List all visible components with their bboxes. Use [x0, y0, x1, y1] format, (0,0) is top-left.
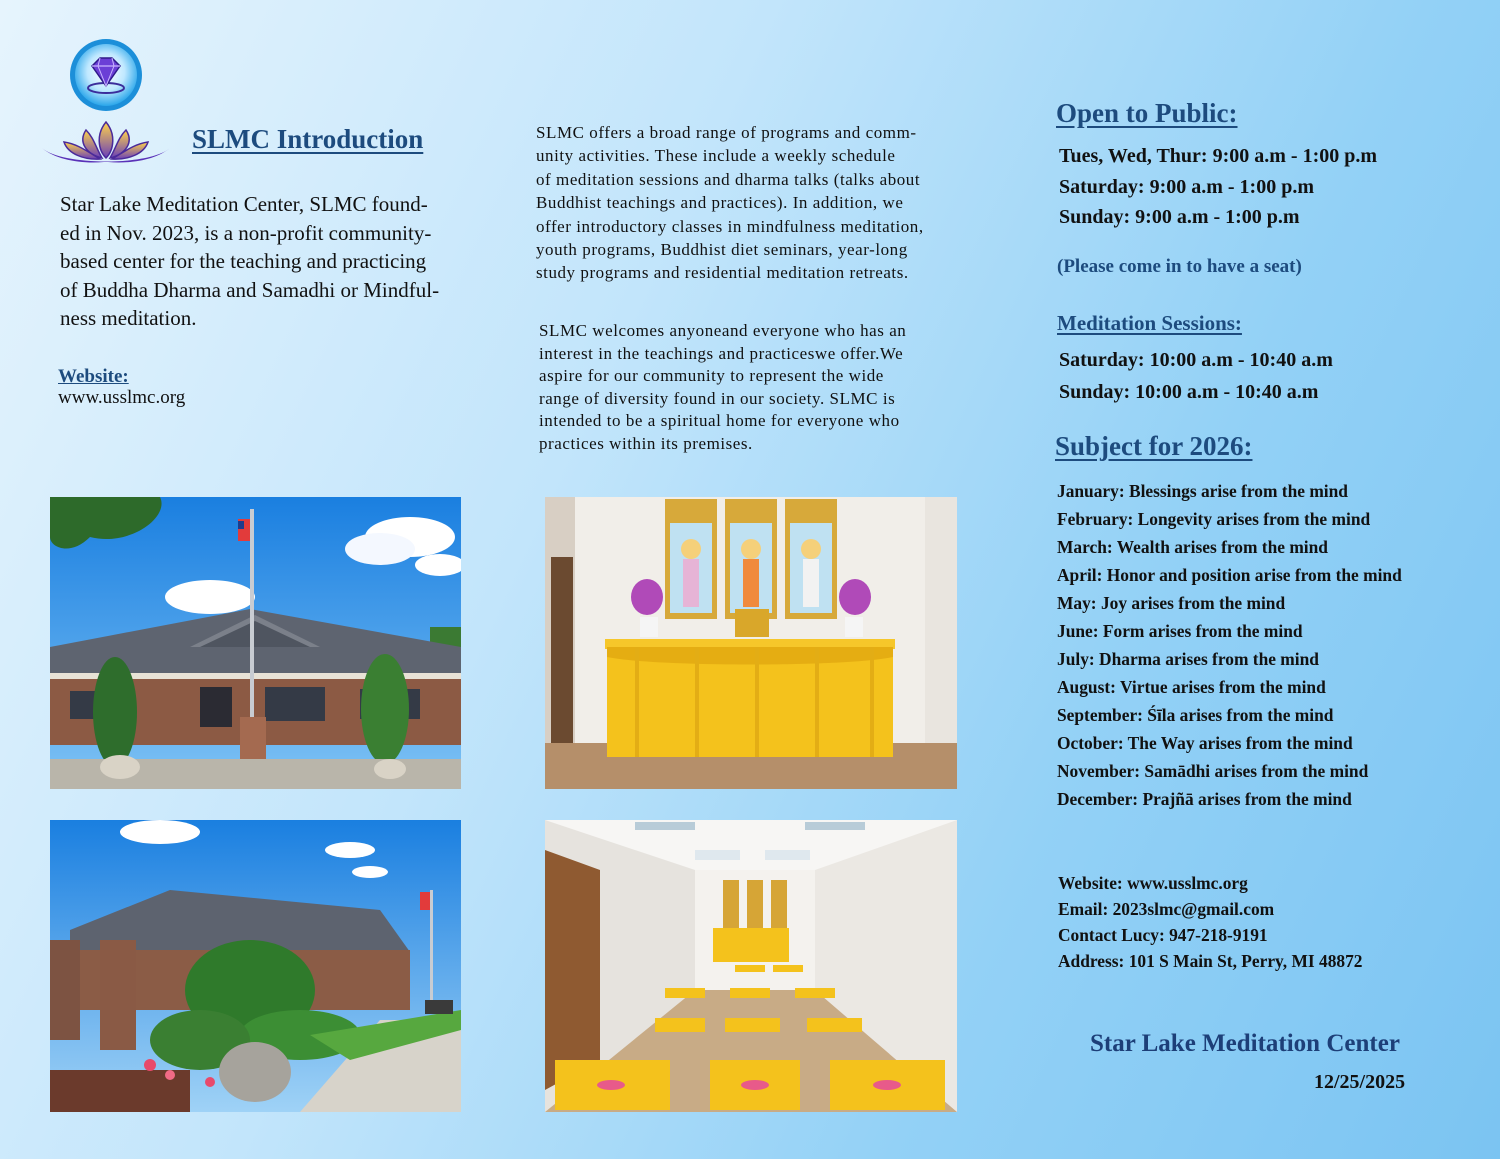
- hours-line: Sunday: 9:00 a.m - 1:00 p.m: [1059, 206, 1300, 228]
- subjects-heading: Subject for 2026:: [1055, 431, 1253, 461]
- welcome-line: aspire for our community to represent the wide: [539, 366, 884, 385]
- welcome-line: practices within its premises.: [539, 433, 753, 453]
- programs-line: of meditation sessions and dharma talks (talks about: [536, 169, 921, 189]
- meditation-sessions-heading: Meditation Sessions:: [1057, 311, 1242, 335]
- subject-item: September: Śīla arises from the mind: [1057, 705, 1334, 725]
- programs-line: study programs and residential meditation retreats.: [536, 263, 909, 283]
- contact-address: Address: 101 S Main St, Perry, MI 48872: [1058, 951, 1363, 971]
- intro-line: based center for the teaching and practicing: [60, 249, 427, 273]
- subject-item: May: Joy arises from the mind: [1057, 593, 1286, 613]
- intro-line: Star Lake Meditation Center, SLMC found-: [60, 192, 428, 216]
- building-front-photo: [50, 497, 461, 789]
- meditation-sessions: [1059, 344, 1333, 408]
- welcome-paragraph: [539, 320, 906, 455]
- document-date: 12/25/2025: [1314, 1071, 1406, 1093]
- hours-line: Tues, Wed, Thur: 9:00 a.m - 1:00 p.m: [1059, 145, 1378, 167]
- website-link[interactable]: www.usslmc.org: [58, 387, 186, 408]
- open-to-public-heading: Open to Public:: [1056, 98, 1238, 128]
- public-hours: [1059, 141, 1377, 233]
- welcome-line: SLMC welcomes anyoneand everyone who has an: [539, 321, 907, 340]
- contact-website[interactable]: Website: www.usslmc.org: [1058, 873, 1248, 893]
- website-label: Website:: [58, 366, 129, 387]
- subject-item: October: The Way arises from the mind: [1057, 733, 1353, 753]
- programs-line: youth programs, Buddhist diet seminars, year-long: [536, 240, 908, 260]
- intro-line: ness meditation.: [60, 306, 197, 330]
- intro-title: SLMC Introduction: [192, 124, 424, 154]
- programs-line: SLMC offers a broad range of programs and comm-: [536, 123, 917, 142]
- lotus-diamond-logo: [38, 38, 174, 168]
- hours-line: Saturday: 9:00 a.m - 1:00 p.m: [1059, 175, 1314, 198]
- building-garden-photo: [50, 820, 461, 1112]
- session-line: Sunday: 10:00 a.m - 10:40 a.m: [1059, 381, 1319, 403]
- welcome-line: interest in the teachings and practiceswe offer.We: [539, 343, 904, 363]
- subject-item: August: Virtue arises from the mind: [1057, 677, 1326, 697]
- contact-email[interactable]: Email: 2023slmc@gmail.com: [1058, 899, 1275, 919]
- contact-phone: Contact Lucy: 947-218-9191: [1058, 925, 1268, 945]
- programs-line: unity activities. These include a weekly schedule: [536, 146, 896, 166]
- subject-item: December: Prajñā arises from the mind: [1057, 789, 1352, 809]
- intro-line: ed in Nov. 2023, is a non-profit community-: [60, 220, 432, 245]
- intro-line: of Buddha Dharma and Samadhi or Mindful-: [60, 277, 440, 302]
- altar-photo: [545, 497, 957, 789]
- subject-item: January: Blessings arise from the mind: [1057, 481, 1348, 501]
- center-name: Star Lake Meditation Center: [1090, 1030, 1400, 1057]
- welcome-line: range of diversity found in our society. SLMC is: [539, 388, 896, 408]
- subjects-list: [1057, 477, 1402, 813]
- seat-note: (Please come in to have a seat): [1057, 256, 1302, 277]
- subject-item: November: Samādhi arises from the mind: [1057, 761, 1369, 781]
- subject-item: February: Longevity arises from the mind: [1057, 509, 1371, 529]
- subject-item: April: Honor and position arise from the mind: [1057, 565, 1402, 585]
- intro-paragraph: [60, 190, 480, 333]
- programs-paragraph: [536, 121, 924, 285]
- subject-item: June: Form arises from the mind: [1057, 621, 1303, 641]
- programs-line: offer introductory classes in mindfulness meditation,: [536, 216, 924, 236]
- subject-item: March: Wealth arises from the mind: [1057, 537, 1328, 557]
- subject-item: July: Dharma arises from the mind: [1057, 649, 1319, 669]
- session-line: Saturday: 10:00 a.m - 10:40 a.m: [1059, 349, 1333, 371]
- contact-info: [1058, 870, 1363, 974]
- meditation-hall-photo: [545, 820, 957, 1112]
- welcome-line: intended to be a spiritual home for everyone who: [539, 411, 900, 430]
- programs-line: Buddhist teachings and practices). In addition, we: [536, 193, 904, 213]
